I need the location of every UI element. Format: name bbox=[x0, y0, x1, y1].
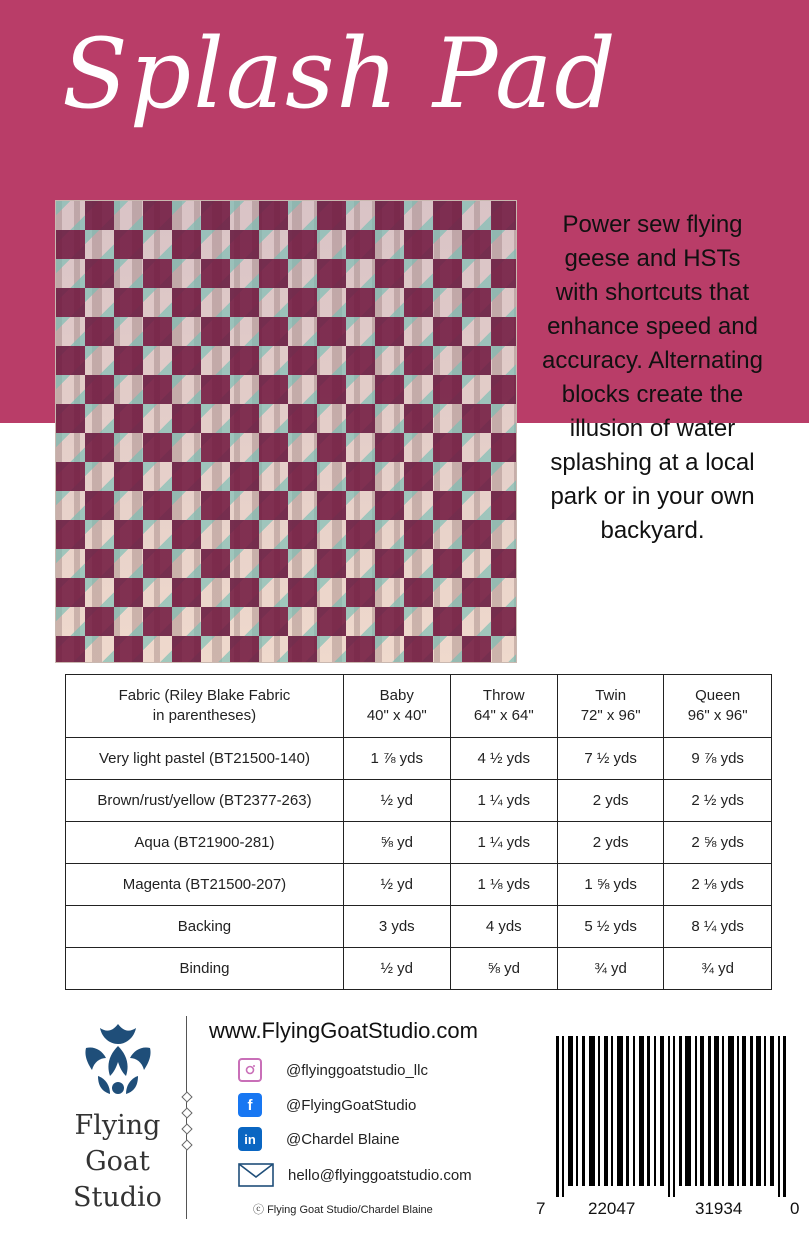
fabric-name: Backing bbox=[66, 906, 344, 948]
size-header-queen: Queen 96" x 96" bbox=[664, 675, 772, 738]
size-header-twin: Twin 72" x 96" bbox=[557, 675, 663, 738]
yardage-cell: 1 ¼ yds bbox=[450, 780, 557, 822]
table-row bbox=[66, 738, 772, 780]
size-header-baby: Baby 40" x 40" bbox=[343, 675, 450, 738]
yardage-cell: 1 ⅛ yds bbox=[450, 864, 557, 906]
yardage-table bbox=[65, 674, 772, 990]
instagram-handle: @flyinggoatstudio_llc bbox=[286, 1061, 428, 1079]
instagram-icon bbox=[238, 1058, 262, 1082]
table-row bbox=[66, 780, 772, 822]
fabric-name: Brown/rust/yellow (BT2377-263) bbox=[66, 780, 344, 822]
website-link[interactable]: www.FlyingGoatStudio.com bbox=[209, 1018, 478, 1043]
yardage-cell: 4 yds bbox=[450, 906, 557, 948]
pattern-title: Splash Pad bbox=[62, 18, 618, 130]
yardage-cell: 4 ½ yds bbox=[450, 738, 557, 780]
barcode-icon bbox=[556, 1036, 786, 1197]
table-row bbox=[66, 822, 772, 864]
email-contact[interactable] bbox=[238, 1163, 472, 1187]
yardage-cell: ½ yd bbox=[343, 780, 450, 822]
yardage-cell: 5 ½ yds bbox=[557, 906, 663, 948]
fabric-name: Magenta (BT21500-207) bbox=[66, 864, 344, 906]
facebook-icon: f bbox=[238, 1093, 262, 1117]
yardage-cell: ¾ yd bbox=[557, 948, 663, 990]
size-header-throw: Throw 64" x 64" bbox=[450, 675, 557, 738]
fabric-column-header: Fabric (Riley Blake Fabric in parentheses) bbox=[66, 675, 344, 738]
brand-logo bbox=[60, 1018, 175, 1216]
goat-logo-icon bbox=[76, 1018, 160, 1102]
table-row bbox=[66, 906, 772, 948]
yardage-cell: 2 yds bbox=[557, 780, 663, 822]
yardage-cell: 2 ⅝ yds bbox=[664, 822, 772, 864]
linkedin-icon: in bbox=[238, 1127, 262, 1151]
envelope-icon bbox=[238, 1163, 274, 1187]
yardage-cell: 2 ½ yds bbox=[664, 780, 772, 822]
copyright-notice: ⓒ Flying Goat Studio/Chardel Blaine bbox=[253, 1204, 433, 1216]
yardage-cell: ⅝ yd bbox=[450, 948, 557, 990]
yardage-cell: 1 ⅝ yds bbox=[557, 864, 663, 906]
table-header-row bbox=[66, 675, 772, 738]
table-row bbox=[66, 948, 772, 990]
email-address: hello@flyinggoatstudio.com bbox=[288, 1166, 472, 1184]
quilt-photo bbox=[55, 200, 517, 663]
linkedin-contact[interactable] bbox=[238, 1127, 400, 1151]
yardage-cell: ⅝ yd bbox=[343, 822, 450, 864]
yardage-cell: 7 ½ yds bbox=[557, 738, 663, 780]
divider-ornament bbox=[181, 1085, 193, 1157]
barcode-right-digits: 31934 bbox=[695, 1199, 743, 1218]
pattern-description: Power sew flying geese and HSTs with shortcuts that enhance speed and accuracy. Alternating blocks create the illusion of water splashing at a local park or in your own backyard. bbox=[541, 211, 763, 544]
yardage-cell: ¾ yd bbox=[664, 948, 772, 990]
yardage-cell: 1 ¼ yds bbox=[450, 822, 557, 864]
fabric-name: Aqua (BT21900-281) bbox=[66, 822, 344, 864]
yardage-cell: 2 yds bbox=[557, 822, 663, 864]
yardage-cell: 2 ⅛ yds bbox=[664, 864, 772, 906]
fabric-name: Very light pastel (BT21500-140) bbox=[66, 738, 344, 780]
barcode-check-digit: 0 bbox=[790, 1199, 800, 1218]
barcode-left-digits: 22047 bbox=[588, 1199, 636, 1218]
fabric-name: Binding bbox=[66, 948, 344, 990]
copyright-icon: ⓒ bbox=[253, 1204, 268, 1216]
yardage-cell: ½ yd bbox=[343, 864, 450, 906]
yardage-cell: ½ yd bbox=[343, 948, 450, 990]
facebook-handle: @FlyingGoatStudio bbox=[286, 1096, 417, 1114]
linkedin-handle: @Chardel Blaine bbox=[286, 1130, 400, 1148]
yardage-cell: 8 ¼ yds bbox=[664, 906, 772, 948]
yardage-cell: 3 yds bbox=[343, 906, 450, 948]
yardage-cell: 9 ⅞ yds bbox=[664, 738, 772, 780]
facebook-contact[interactable] bbox=[238, 1093, 416, 1117]
brand-name: Flying Goat Studio bbox=[73, 1110, 162, 1213]
instagram-contact[interactable] bbox=[238, 1058, 428, 1082]
table-row bbox=[66, 864, 772, 906]
barcode-lead-digit: 7 bbox=[536, 1199, 546, 1218]
yardage-cell: 1 ⅞ yds bbox=[343, 738, 450, 780]
